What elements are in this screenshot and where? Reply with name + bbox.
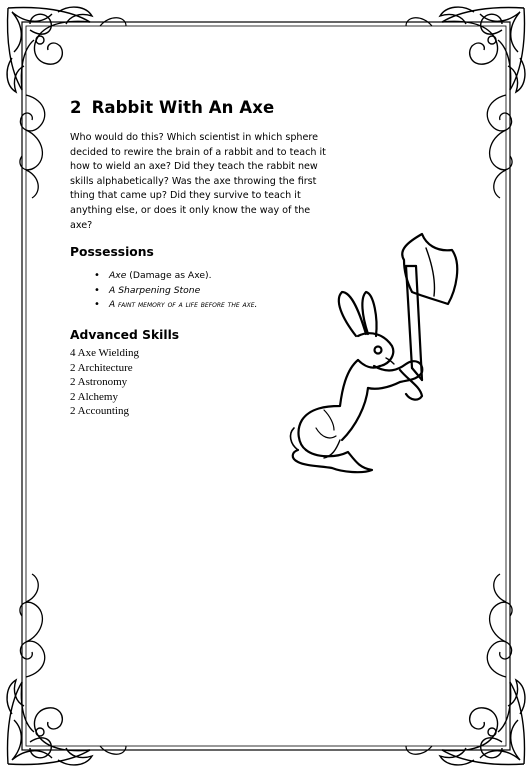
list-item: 2 Accounting	[70, 405, 129, 418]
side-ornament-right-lower	[487, 574, 512, 677]
section-title-text: Rabbit With An Axe	[91, 98, 275, 117]
rabbit-body	[299, 360, 358, 450]
side-ornament-left-lower	[20, 574, 45, 677]
list-item: 4 Axe Wielding	[70, 347, 140, 360]
rabbit-eye	[375, 347, 382, 354]
possession-name: A Sharpening Stone	[109, 284, 201, 296]
possession-name: Axe	[109, 270, 127, 282]
possessions-heading: Possessions	[70, 245, 154, 260]
side-ornament-left-upper	[20, 95, 45, 198]
rabbit-with-axe-illustration	[276, 230, 466, 480]
intro-paragraph: Who would do this? Which scientist in which sphere decided to rewire the brain of a rabbit and to teach it how to wield an axe? Did they teach the rabbit new skills alphabetically? Was the axe throwing the first thing that came up? Did they survive to teach it anything else, or does it only know the way of the axe?	[70, 132, 326, 231]
corner-ornament-bottom-right	[440, 680, 525, 765]
list-item: 2 Astronomy	[70, 376, 128, 389]
corner-ornament-top-left	[7, 7, 92, 92]
list-item: 2 Alchemy	[70, 390, 118, 403]
section-title	[70, 98, 332, 117]
section-number: 2	[70, 98, 82, 117]
corner-ornament-bottom-left	[7, 680, 92, 765]
list-item: 2 Architecture	[70, 361, 133, 374]
side-ornament-right-upper	[487, 95, 512, 198]
axe-blade	[402, 234, 457, 304]
corner-ornament-top-right	[440, 7, 525, 92]
advanced-skills-heading: Advanced Skills	[70, 328, 180, 343]
possession-name: A faint memory of a life before the axe.	[109, 299, 258, 310]
possession-note: (Damage as Axe).	[126, 270, 212, 282]
